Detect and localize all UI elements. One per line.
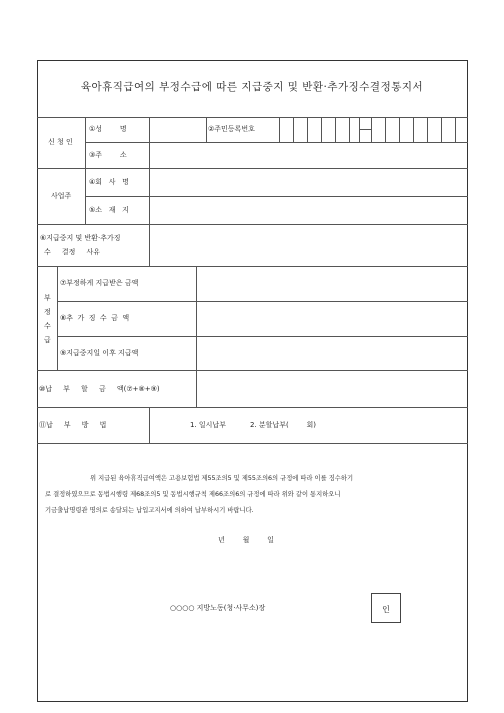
divider [206, 117, 207, 142]
company-field[interactable] [150, 169, 467, 195]
improper-amount-label: ⑦부정하게 지급받은 금액 [60, 279, 139, 287]
lump-sum-option[interactable]: 1. 일시납부 [190, 421, 226, 429]
rrn-box [455, 117, 456, 142]
reason-field[interactable] [150, 225, 467, 265]
improper-label-char: 정 [44, 308, 51, 316]
divider [57, 266, 58, 370]
rrn-box [321, 117, 322, 142]
divider [149, 407, 150, 443]
improper-label-char: 부 [44, 294, 51, 302]
reason-label-line2: 수 결정 사유 [44, 248, 101, 256]
reason-label-line1: ⑥지급중지 및 반환·추가징 [40, 234, 121, 242]
rrn-box [399, 117, 400, 142]
rrn-label: ②주민등록번호 [208, 125, 255, 133]
rrn-dash [359, 129, 371, 130]
divider [85, 117, 86, 224]
location-field[interactable] [150, 197, 467, 223]
rrn-box [385, 117, 386, 142]
notice-line: 로 결정하였으므로 동법시행령 제68조의5 및 동법시행규칙 제66조의6의 규정에 따라 위와 같이 통지하오니 [45, 491, 341, 498]
payment-amount-field[interactable] [197, 371, 467, 406]
seal-box [371, 593, 401, 623]
rrn-box [441, 117, 442, 142]
rrn-box [293, 117, 294, 142]
improper-label-char: 급 [44, 336, 51, 344]
name-label: ①성 명 [89, 125, 127, 133]
company-label: ④회 사 명 [89, 178, 129, 186]
installment-option[interactable]: 2. 분할납부( 회) [250, 421, 316, 429]
notice-line: 기금출납명령관 명의로 송달되는 납입고지서에 의하여 납부하시기 바랍니다. [45, 507, 254, 514]
divider [37, 117, 468, 118]
employer-label: 사업주 [51, 192, 72, 200]
issuer: ○○○○ 지방노동(청·사무소)장 [170, 604, 266, 612]
name-field[interactable] [150, 118, 205, 141]
rrn-box [279, 117, 280, 142]
applicant-label: 신 청 인 [48, 138, 73, 146]
additional-collection-label: ⑧추 가 징 수 금 액 [60, 314, 130, 322]
address-label: ③주 소 [89, 151, 127, 159]
post-suspension-amount-label: ⑨지급중지일 이후 지급액 [60, 349, 139, 357]
date-line: 년 월 일 [218, 536, 274, 544]
post-suspension-amount-field[interactable] [197, 337, 467, 369]
rrn-box [335, 117, 336, 142]
seal-label: 인 [382, 605, 390, 614]
notice-line: 위 지급된 육아휴직급여액은 고용보험법 제55조의5 및 제55조의6의 규정에 따라 이를 징수하기 [90, 475, 354, 482]
rrn-box [413, 117, 414, 142]
divider [37, 443, 468, 444]
improper-label-char: 수 [44, 322, 51, 330]
divider [37, 407, 468, 408]
rrn-box [371, 117, 372, 142]
location-label: ⑤소 재 지 [89, 206, 129, 214]
improper-amount-field[interactable] [197, 267, 467, 300]
payment-method-label: ⑪납 부 방 법 [39, 421, 107, 429]
rrn-box [427, 117, 428, 142]
rrn-box [349, 117, 350, 142]
address-field[interactable] [150, 143, 467, 167]
payment-amount-label: ⑩납 부 할 금 액(⑦+⑧+⑨) [39, 385, 160, 393]
form-title: 육아휴직급여의 부정수급에 따른 지급중지 및 반환·추가징수결정통지서 [80, 81, 424, 93]
additional-collection-field[interactable] [197, 302, 467, 335]
rrn-box [307, 117, 308, 142]
